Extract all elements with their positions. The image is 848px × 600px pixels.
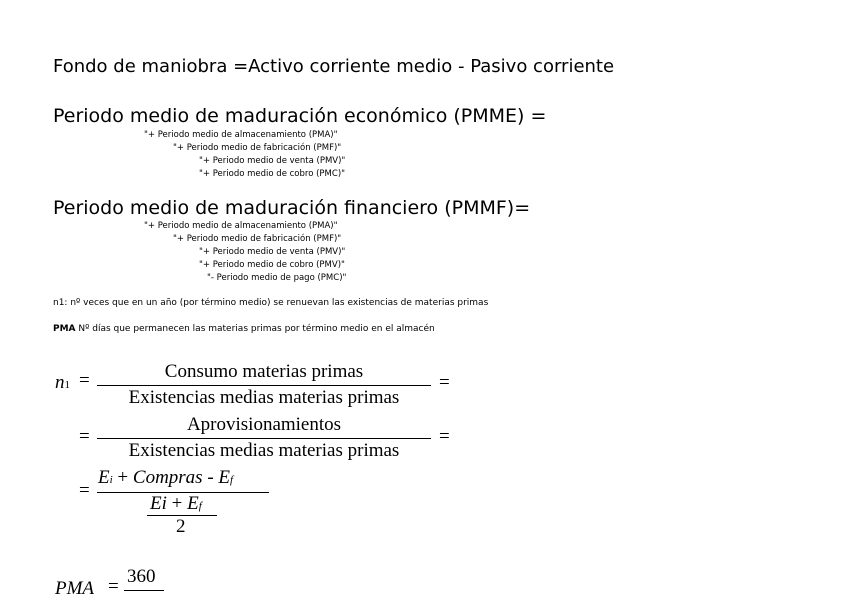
f2-denominator: Existencias medias materias primas (128, 440, 400, 461)
f3-den-sum (150, 493, 202, 515)
f3-ef-sub: f (230, 474, 234, 486)
eq-sign-4: = (439, 426, 450, 447)
note-pma (53, 324, 435, 334)
f1-denominator: Existencias medias materias primas (128, 387, 400, 408)
eq-sign-5: = (79, 480, 90, 501)
pmmf-item-pmc: "+ Periodo medio de cobro (PMV)" (199, 260, 345, 270)
f3-minus: - (202, 467, 219, 488)
pmmf-item-pmf: "+ Periodo medio de fabricación (PMF)" (173, 234, 342, 244)
n1-variable (55, 372, 70, 394)
n-var: n (55, 372, 65, 393)
f3-ei-sub: i (109, 474, 113, 486)
f3-ei: E (98, 467, 110, 488)
pmme-item-pmc: "+ Periodo medio de cobro (PMC)" (199, 169, 346, 179)
pmme-item-pmv: "+ Periodo medio de venta (PMV)" (199, 156, 346, 166)
f2-numerator: Aprovisionamientos (186, 414, 342, 435)
note-n1: n1: nº veces que en un año (por término medio) se renuevan las existencias de materias primas (53, 298, 489, 308)
note-pma-text: Nº días que permanecen las materias primas por término medio en el almacén (75, 324, 435, 334)
pmmf-item-pma: "+ Periodo medio de almacenamiento (PMA)" (144, 221, 338, 231)
pmme-title: Periodo medio de maduración económico (PMME) = (53, 105, 547, 127)
eq-sign-2: = (439, 372, 450, 393)
f3-den-two: 2 (176, 516, 186, 537)
n-sub: 1 (64, 379, 70, 391)
f3-compras: Compras (132, 467, 203, 488)
pmmf-item-pmv: "+ Periodo medio de venta (PMV)" (199, 247, 346, 257)
eq-sign-6: = (108, 576, 119, 597)
note-pma-label: PMA (53, 324, 76, 334)
pma-variable: PMA (55, 578, 95, 599)
pmmf-title: Periodo medio de maduración financiero (PMMF)= (53, 197, 531, 219)
pma-numerator: 360 (127, 566, 156, 587)
f3-den-ef: E (187, 493, 199, 514)
f3-den-ei: Ei (150, 493, 167, 514)
eq-sign-3: = (79, 426, 90, 447)
pmme-item-pmf: "+ Periodo medio de fabricación (PMF)" (173, 143, 342, 153)
f1-numerator: Consumo materias primas (164, 361, 364, 382)
pma-fraction-line (124, 590, 164, 591)
fondo-maniobra-title: Fondo de maniobra =Activo corriente medio - Pasivo corriente (53, 56, 615, 77)
pmmf-item-pago: "- Periodo medio de pago (PMC)" (207, 273, 347, 283)
f3-numerator (98, 467, 233, 489)
eq-sign-1: = (79, 370, 90, 391)
pmme-item-pma: "+ Periodo medio de almacenamiento (PMA)" (144, 130, 338, 140)
f3-den-plus: + (166, 493, 188, 514)
f3-plus: + (112, 467, 133, 488)
f3-den-ef-sub: f (198, 500, 202, 512)
f3-ef: E (218, 467, 231, 488)
